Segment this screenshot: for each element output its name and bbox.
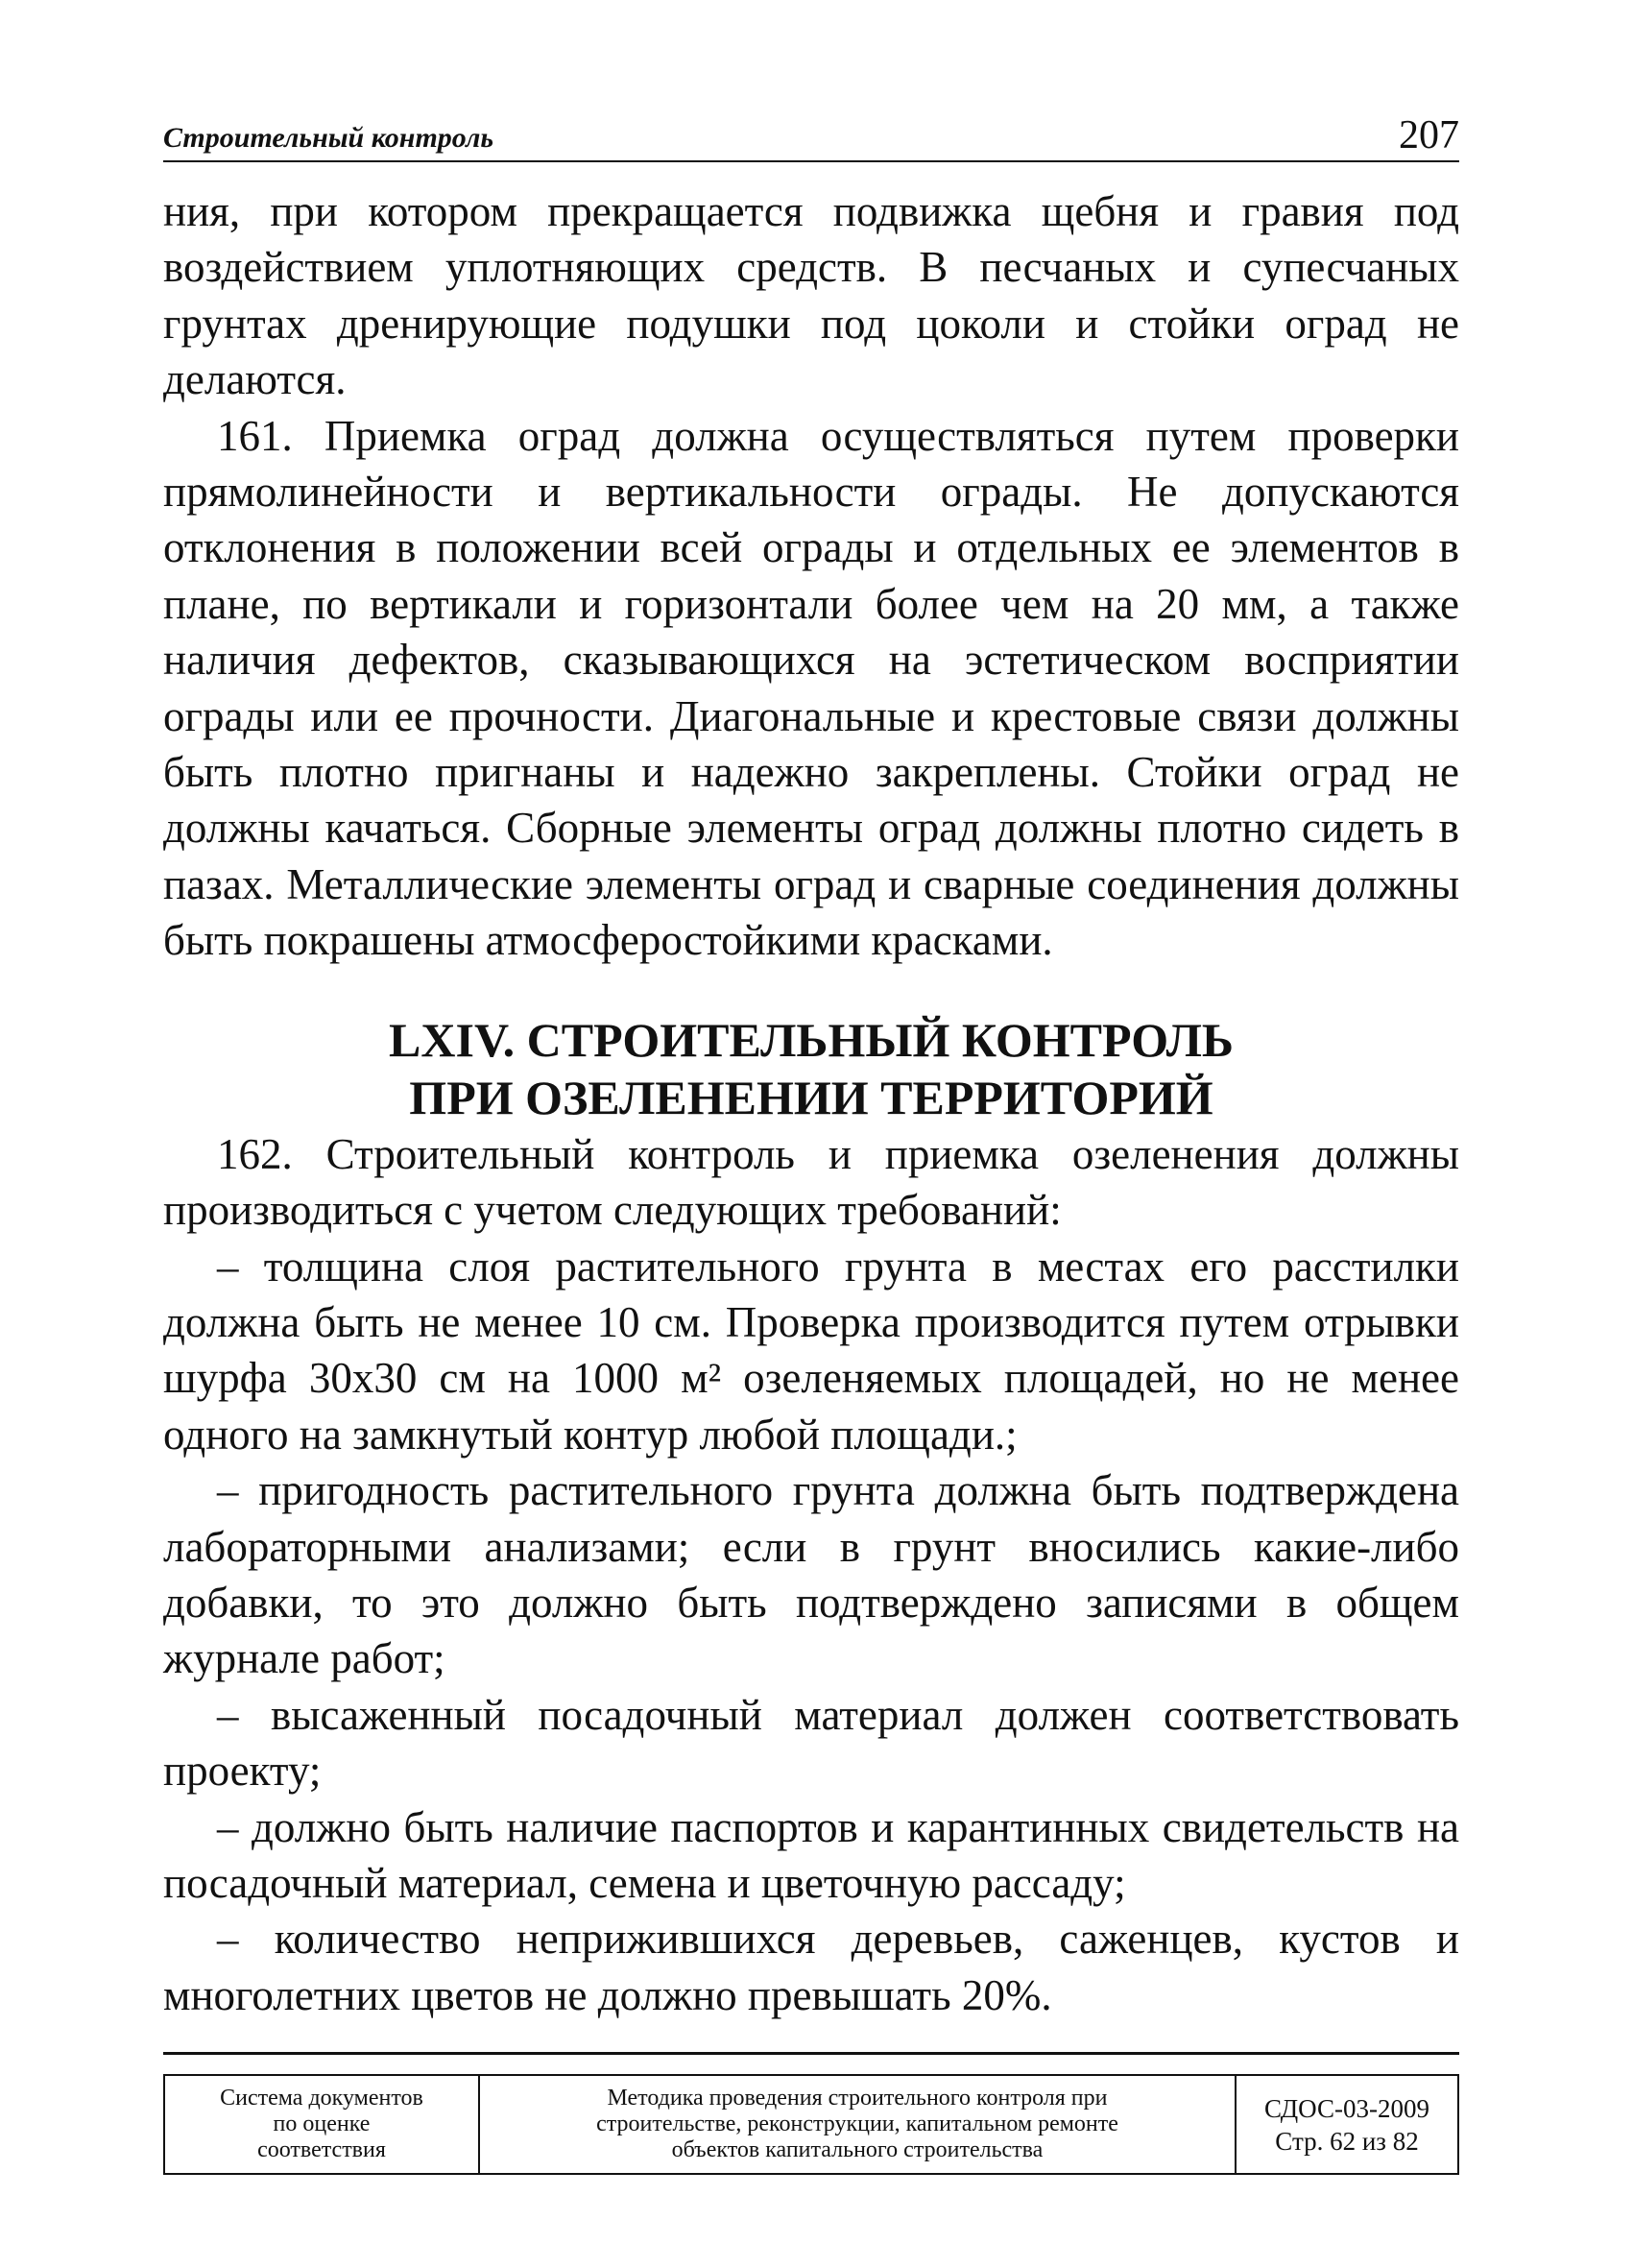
section-heading xyxy=(163,1011,1459,1126)
running-title: Строительный контроль xyxy=(163,122,494,154)
requirement-soil-thickness: – толщина слоя растительного грунта в местах его расстилки должна быть не менее 10 см. Проверка производится путем отрывки шурфа 30х30 см на 1000 м² озеленяемых площадей, но не менее одного на замкнутый контур любой площади.; xyxy=(163,1242,1459,1459)
page-number: 207 xyxy=(1399,113,1459,157)
paragraph-161: 161. Приемка оград должна осуществляться путем проверки прямолинейности и вертикальности ограды. Не допускаются отклонения в положении всей ограды и отдельных ее элементов в плане, по вертикали и горизонтали более чем на 20 мм, а также наличия дефектов, сказывающихся на эстетическом восприятии ограды или ее прочности. Диагональные и крестовые связи должны быть плотно пригнаны и надежно закреплены. Стойки оград не должны качаться. Сборные элементы оград должны плотно сидеть в пазах. Металлические элементы оград и сварные соединения должны быть покрашены атмосферостойкими красками. xyxy=(163,411,1459,965)
footer-system-line: соответствия xyxy=(257,2137,386,2163)
body-text xyxy=(163,183,1459,2023)
section-heading-line-2: ПРИ ОЗЕЛЕНЕНИИ ТЕРРИТОРИЙ xyxy=(409,1070,1213,1124)
paragraph-continuation: ния, при котором прекращается подвижка щебня и гравия под воздействием уплотняющих средств. В песчаных и супесчаных грунтах дренирующие подушки под цоколи и стойки оград не делаются. xyxy=(163,187,1459,404)
requirement-planting-material: – высаженный посадочный материал должен соответствовать проекту; xyxy=(163,1690,1459,1796)
footer-row xyxy=(164,2075,1458,2174)
footer-code-cell xyxy=(1236,2075,1458,2174)
requirement-certificates: – должно быть наличие паспортов и карантинных свидетельств на посадочный материал, семена и цветочную рассаду; xyxy=(163,1802,1459,1907)
footer-system-cell xyxy=(164,2075,479,2174)
footer-document-title-cell xyxy=(479,2075,1236,2174)
document-code: СДОС-03-2009 xyxy=(1264,2093,1429,2123)
footer-system-line: по оценке xyxy=(273,2111,371,2137)
paragraph-162: 162. Строительный контроль и приемка озеленения должны производиться с учетом следующих требований: xyxy=(163,1129,1459,1235)
requirement-survival-rate: – количество неприжившихся деревьев, саженцев, кустов и многолетних цветов не должно превышать 20%. xyxy=(163,1915,1459,2019)
page-info: Стр. 62 из 82 xyxy=(1275,2126,1419,2156)
document-page xyxy=(163,110,1459,2175)
running-header xyxy=(163,110,1459,162)
footer-system-line: Система документов xyxy=(220,2086,423,2111)
footer-document-line: Методика проведения строительного контроля при xyxy=(607,2086,1108,2111)
requirement-soil-suitability: – пригодность растительного грунта должна быть подтверждена лабораторными анализами; если в грунт вносились какие-либо добавки, то это должно быть подтверждено записями в общем журнале работ; xyxy=(163,1466,1459,1683)
footer-table xyxy=(163,2074,1459,2175)
bottom-rule xyxy=(163,2052,1459,2055)
footer-document-line: объектов капитального строительства xyxy=(671,2137,1044,2163)
section-heading-line-1: LXIV. СТРОИТЕЛЬНЫЙ КОНТРОЛЬ xyxy=(389,1012,1234,1067)
footer-document-line: строительстве, реконструкции, капитальном ремонте xyxy=(596,2111,1118,2137)
